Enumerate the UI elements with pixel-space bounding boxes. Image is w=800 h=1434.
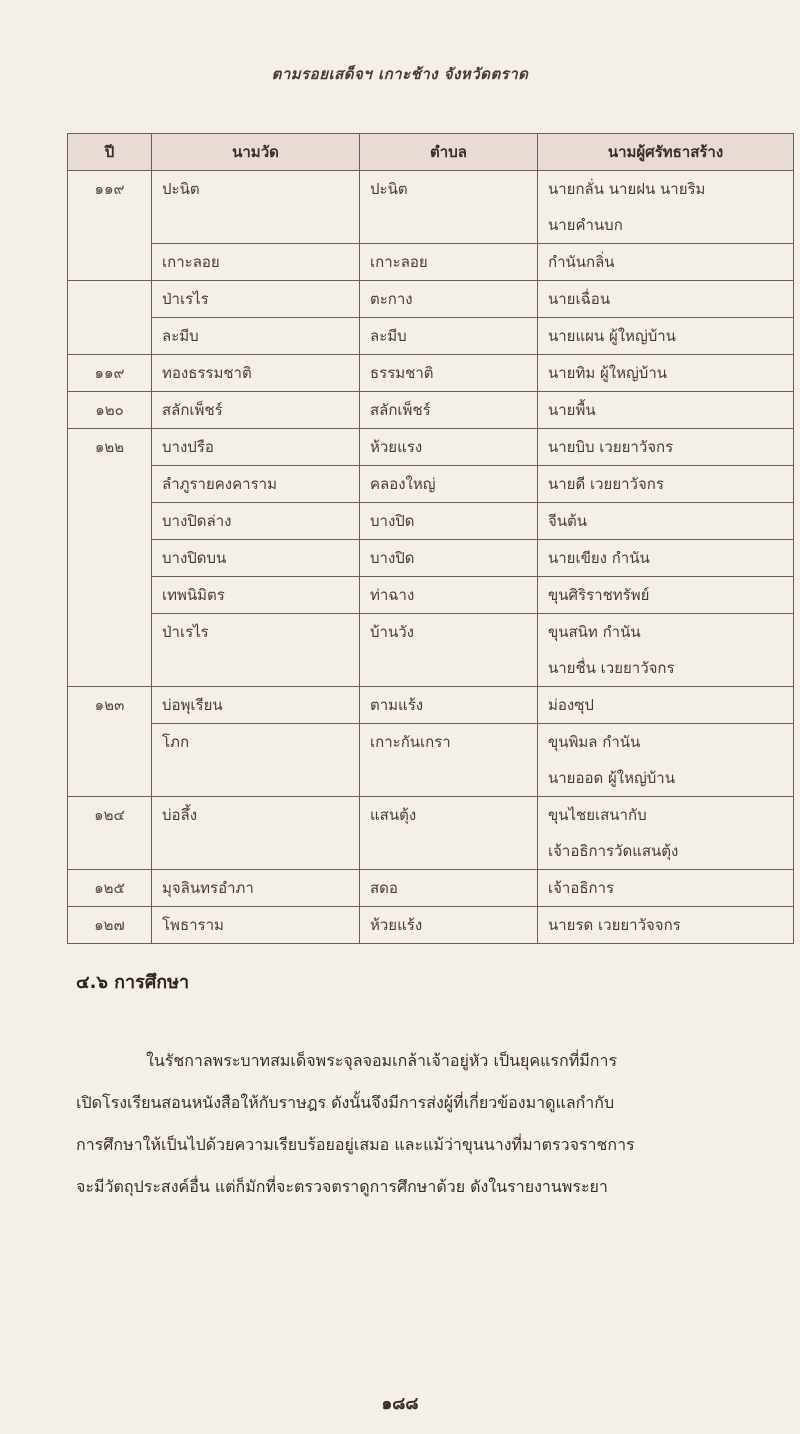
year-cell: ๑๒๗ [68, 907, 152, 944]
paragraph-line: จะมีวัตถุประสงค์อื่น แต่ก็มักที่จะตรวจตราดูการศึกษาด้วย ดังในรายงานพระยา [76, 1177, 608, 1196]
temple-cell: ลำภูรายคงคาราม [152, 466, 360, 503]
builder-cell: นายพื้น [538, 392, 794, 429]
subdistrict-cell: ตะกาง [360, 281, 538, 318]
temple-cell: โภก [152, 724, 360, 797]
temple-cell: ละมีบ [152, 318, 360, 355]
subdistrict-cell: คลองใหญ่ [360, 466, 538, 503]
temple-cell: เกาะลอย [152, 244, 360, 281]
builder-cell: กำนันกลิ่น [538, 244, 794, 281]
subdistrict-cell: สดอ [360, 870, 538, 907]
table-row [68, 577, 794, 614]
year-cell: ๑๒๐ [68, 392, 152, 429]
temple-cell: บ่อพุเรียน [152, 687, 360, 724]
temple-cell: บางปิดบน [152, 540, 360, 577]
year-cell: ๑๒๒ [68, 429, 152, 687]
year-cell: ๑๒๓ [68, 687, 152, 797]
paragraph-line: เปิดโรงเรียนสอนหนังสือให้กับราษฎร ดังนั้นจึงมีการส่งผู้ที่เกี่ยวข้องมาดูแลกำกับ [76, 1093, 615, 1112]
builder-cell: ม่องซุป [538, 687, 794, 724]
builder-line: ขุนไชยเสนากับ [548, 806, 647, 824]
subdistrict-cell: ธรรมชาติ [360, 355, 538, 392]
page-number: ๑๘๘ [381, 1394, 419, 1414]
builder-cell: นายดี เวยยาวัจกร [538, 466, 794, 503]
table-row [68, 466, 794, 503]
temple-cell: บ่อลึ้ง [152, 797, 360, 870]
running-head: ตามรอยเสด็จฯ เกาะช้าง จังหวัดตราด [271, 65, 529, 83]
subdistrict-cell: ปะนิต [360, 171, 538, 244]
table-row [68, 392, 794, 429]
table-header-row [68, 134, 794, 171]
builder-line: ขุนพิมล กำนัน [548, 733, 641, 751]
builder-cell: นายเฉื่อน [538, 281, 794, 318]
builder-cell: เจ้าอธิการ [538, 870, 794, 907]
temple-cell: ป่าเรไร [152, 614, 360, 687]
temple-cell: เทพนิมิตร [152, 577, 360, 614]
subdistrict-cell: บ้านวัง [360, 614, 538, 687]
table-row [68, 724, 794, 797]
table-row [68, 687, 794, 724]
subdistrict-cell: ท่าฉาง [360, 577, 538, 614]
temple-cell: ทองธรรมชาติ [152, 355, 360, 392]
year-cell: ๑๑๙ [68, 355, 152, 392]
builder-cell: นายทิม ผู้ใหญ่บ้าน [538, 355, 794, 392]
table-row [68, 907, 794, 944]
builder-line: เจ้าอธิการวัดแสนตุ้ง [548, 842, 679, 860]
builder-cell [538, 797, 794, 870]
year-cell: ๑๒๔ [68, 797, 152, 870]
builder-cell [538, 614, 794, 687]
header-year: ปี [68, 134, 152, 171]
builder-cell: นายเขียง กำนัน [538, 540, 794, 577]
paragraph-line: การศึกษาให้เป็นไปด้วยความเรียบร้อยอยู่เสมอ และแม้ว่าขุนนางที่มาตรวจราชการ [76, 1135, 635, 1154]
temple-cell: ป่าเรไร [152, 281, 360, 318]
builder-cell: จีนต้น [538, 503, 794, 540]
subdistrict-cell: ตามแร้ง [360, 687, 538, 724]
subdistrict-cell: แสนตุ้ง [360, 797, 538, 870]
subdistrict-cell: ห้วยแรง [360, 429, 538, 466]
table-row [68, 281, 794, 318]
builder-line: นายชื่น เวยยาวัจกร [548, 659, 675, 677]
table-row [68, 244, 794, 281]
subdistrict-cell: สลักเพ็ชร์ [360, 392, 538, 429]
paragraph-line: ในรัชกาลพระบาทสมเด็จพระจุลจอมเกล้าเจ้าอยู่หัว เป็นยุคแรกที่มีการ [146, 1051, 618, 1070]
header-subdistrict: ตำบล [360, 134, 538, 171]
table-row [68, 870, 794, 907]
temple-cell: สลักเพ็ชร์ [152, 392, 360, 429]
header-temple-name: นามวัด [152, 134, 360, 171]
header-builder: นามผู้ศรัทธาสร้าง [538, 134, 794, 171]
temple-cell: บางปรือ [152, 429, 360, 466]
table-row [68, 318, 794, 355]
subdistrict-cell: บางปิด [360, 540, 538, 577]
table-row [68, 797, 794, 870]
table-row [68, 540, 794, 577]
subdistrict-cell: เกาะกันเกรา [360, 724, 538, 797]
temple-cell: โพธาราม [152, 907, 360, 944]
builder-line: ขุนสนิท กำนัน [548, 623, 641, 641]
subdistrict-cell: ห้วยแร้ง [360, 907, 538, 944]
temple-cell: บางปิดล่าง [152, 503, 360, 540]
builder-cell [538, 724, 794, 797]
builder-line: นายกลั่น นายฝน นายริม [548, 180, 706, 198]
builder-cell [538, 171, 794, 244]
builder-line: นายคำนบก [548, 216, 623, 234]
builder-cell: ขุนศิริราชทรัพย์ [538, 577, 794, 614]
year-cell: ๑๑๙ [68, 171, 152, 281]
temple-cell: ปะนิต [152, 171, 360, 244]
table-row [68, 355, 794, 392]
builder-cell: นายแผน ผู้ใหญ่บ้าน [538, 318, 794, 355]
year-cell: ๑๒๕ [68, 870, 152, 907]
temple-table [67, 133, 794, 944]
table-row [68, 429, 794, 466]
body-paragraph [76, 1040, 788, 1208]
temple-cell: มุจลินทรอำภา [152, 870, 360, 907]
subdistrict-cell: บางปิด [360, 503, 538, 540]
subdistrict-cell: ละมีบ [360, 318, 538, 355]
subdistrict-cell: เกาะลอย [360, 244, 538, 281]
builder-line: นายออด ผู้ใหญ่บ้าน [548, 769, 675, 787]
table-row [68, 503, 794, 540]
builder-cell: นายบิบ เวยยาวัจกร [538, 429, 794, 466]
section-heading: ๔.๖ การศึกษา [76, 972, 190, 993]
builder-cell: นายรด เวยยาวัจจกร [538, 907, 794, 944]
table-row [68, 614, 794, 687]
year-cell [68, 281, 152, 355]
table-row [68, 171, 794, 244]
